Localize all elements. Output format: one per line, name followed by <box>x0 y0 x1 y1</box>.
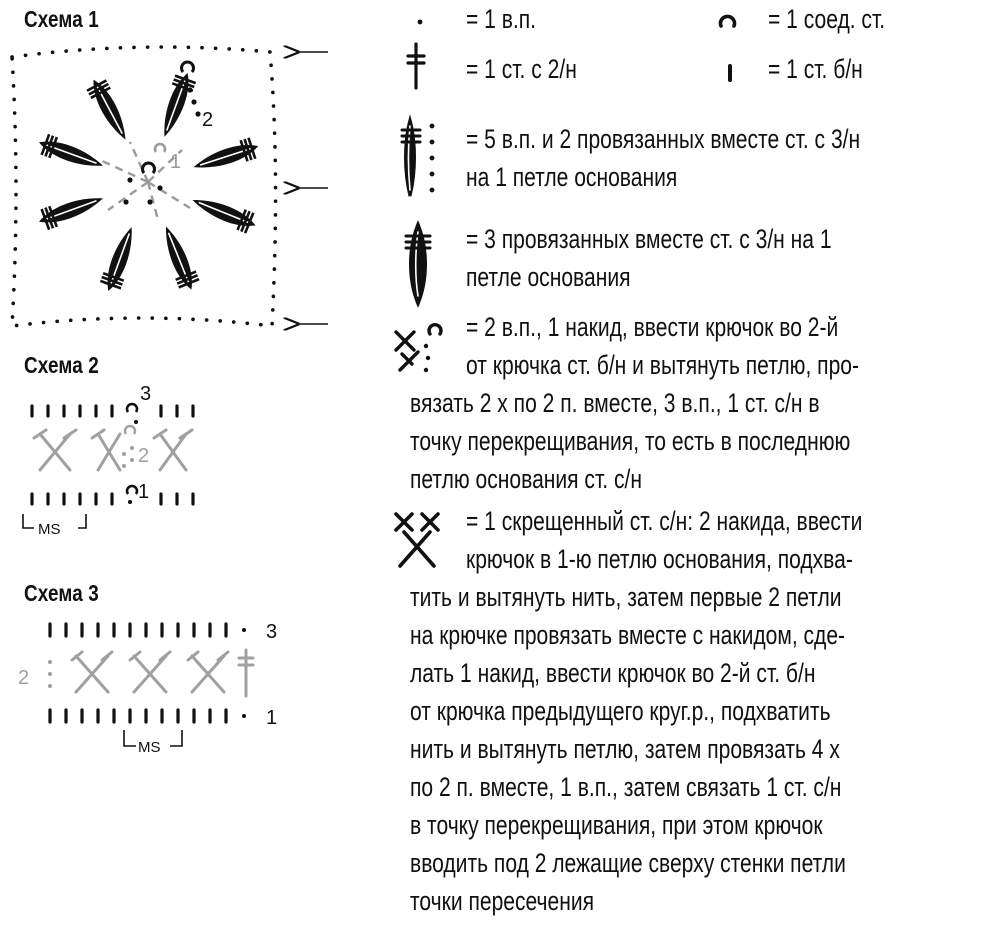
legend-crossed-line1: = 1 скрещенный ст. с/н: 2 накида, ввести <box>466 506 863 536</box>
legend-crossed-line5: лать 1 накид, ввести крючок во 2-й ст. б/н <box>410 658 816 688</box>
double-crochet-2-symbol <box>402 40 432 92</box>
scheme2-repeat-label: MS <box>38 521 61 538</box>
scheme1-petal <box>188 190 259 236</box>
legend-cross2-line1: = 2 в.п., 1 накид, ввести крючок во 2-й <box>466 312 839 342</box>
scheme1-petal <box>154 69 198 140</box>
scheme2-row-label-3: 3 <box>140 383 152 405</box>
scheme1-petal <box>84 74 135 144</box>
legend-cross2-line4: точку перекрещивания, то есть в последнюю <box>410 426 851 456</box>
legend-crossed-line9: в точку перекрещивания, при этом крючок <box>410 810 823 840</box>
scheme3-row-label-2: 2 <box>18 667 30 689</box>
scheme3-row-label-3: 3 <box>266 621 278 643</box>
scheme1-petal <box>98 223 142 294</box>
scheme1-title: Схема 1 <box>24 6 99 32</box>
legend-cluster3-line1-text: = 3 провязанных вместе ст. с 3/н на 1 <box>466 224 832 254</box>
legend-cluster3-line2: петле основания <box>466 262 631 292</box>
slip-stitch-symbol <box>716 10 740 30</box>
legend-dc2-text: = 1 ст. с 2/н <box>466 54 577 84</box>
scheme1-petal <box>156 222 202 293</box>
scheme1-row-label-2: 2 <box>202 109 214 131</box>
legend-crossed-line6: от крючка предыдущего круг.р., подхватить <box>410 696 831 726</box>
legend-crossed-line3: тить и вытянуть нить, затем первые 2 петли <box>410 582 842 612</box>
legend-cluster5-line2: на 1 петле основания <box>466 162 678 192</box>
legend-cross2-line5: петлю основания ст. с/н <box>410 464 642 494</box>
legend-crossed-line8: по 2 п. вместе, 1 в.п., затем связать 1 ст. с/н <box>410 772 842 802</box>
chain-symbol <box>410 10 430 30</box>
crossed-2-chain-symbol <box>392 320 448 380</box>
scheme3-title: Схема 3 <box>24 580 99 606</box>
scheme1-chain-frame <box>12 47 276 326</box>
crossed-double-crochet-symbol <box>392 508 452 572</box>
legend-slip-text: = 1 соед. ст. <box>768 4 886 34</box>
scheme3-row-label-1: 1 <box>266 707 278 729</box>
legend-crossed-line11: точки пересечения <box>410 886 595 916</box>
legend-crossed-line4: на крючке провязать вместе с накидом, сде- <box>410 620 846 650</box>
legend-crossed-line2: крючок в 1-ю петлю основания, подхва- <box>466 544 853 574</box>
cluster-5-chain-symbol <box>398 112 448 204</box>
scheme2-row-label-1: 1 <box>138 481 150 503</box>
legend-sc-text: = 1 ст. б/н <box>768 54 863 84</box>
single-crochet-symbol <box>720 60 740 90</box>
scheme1-row-label-1: 1 <box>170 151 182 173</box>
legend-cluster5-line1: = 5 в.п. и 2 провязанных вместе ст. с 3/н <box>466 124 861 154</box>
cluster-3-symbol <box>398 218 438 310</box>
scheme2-diagram <box>20 370 240 540</box>
legend-cluster3-line1 <box>466 224 993 255</box>
legend-cross2-line2: от крючка ст. б/н и вытянуть петлю, про- <box>466 350 860 380</box>
scheme3-diagram <box>10 612 300 756</box>
scheme2-title: Схема 2 <box>24 352 99 378</box>
legend-crossed-line10: вводить под 2 лежащие сверху стенки петли <box>410 848 846 878</box>
legend-crossed-line7: нить и вытянуть петлю, затем провязать 4 х <box>410 734 840 764</box>
scheme1-petal <box>190 136 261 178</box>
scheme1-slip-stitch <box>142 163 154 173</box>
scheme1-diagram <box>0 30 340 370</box>
legend-cross2-line3: вязать 2 х по 2 п. вместе, 3 в.п., 1 ст. с/н в <box>410 388 820 418</box>
legend-chain-text: = 1 в.п. <box>466 4 537 34</box>
scheme1-petal <box>35 132 106 176</box>
scheme3-repeat-label: MS <box>138 739 161 756</box>
scheme1-petal <box>35 188 106 232</box>
scheme2-row-label-2: 2 <box>138 445 150 467</box>
